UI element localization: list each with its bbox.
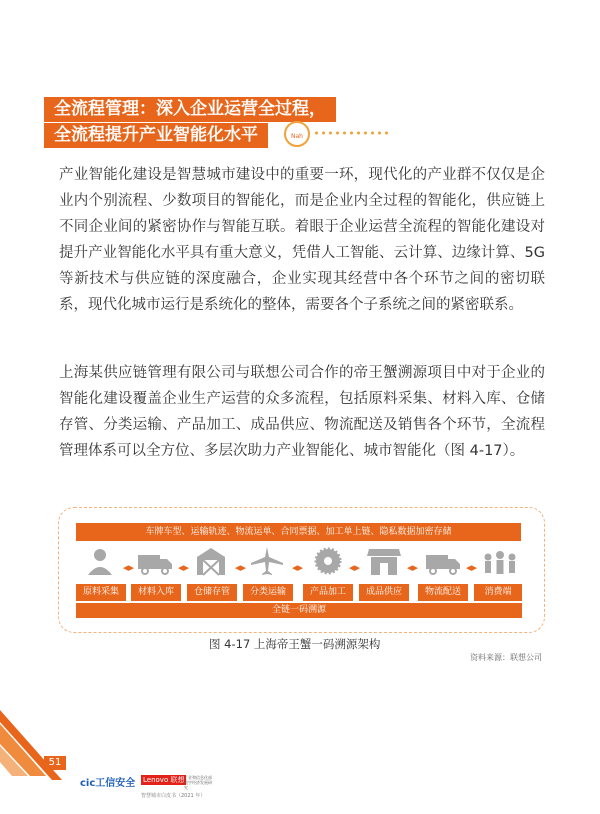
stage-tag: 分类运输 <box>243 584 293 601</box>
third-logo: 工业和信息化部 数字经济发展研究 <box>184 775 212 790</box>
stage-tag: 产品加工 <box>303 584 353 601</box>
double-arrow-icon: ◂▸ <box>178 561 190 574</box>
cic-logo: cic工信安全 <box>80 778 136 789</box>
stage-tag: 仓储存管 <box>187 584 237 601</box>
section-title-line-1: 全流程管理：深入企业运营全过程， <box>44 97 336 122</box>
lenovo-logo: Lenovo 联想 <box>143 776 185 784</box>
delivery-truck-icon <box>423 545 463 577</box>
double-arrow-icon: ◂▸ <box>349 561 361 574</box>
stage-tag: 材料入库 <box>131 584 181 601</box>
saw-blade-icon <box>308 545 348 577</box>
bottom-rail: 全链一码溯源 <box>76 603 522 618</box>
top-rail: 车牌车型、运输轨迹、物流运单、合同票据、加工单上链、隐私数据加密存储 <box>76 523 521 541</box>
double-arrow-icon: ◂▸ <box>235 561 247 574</box>
airplane-icon <box>247 545 287 577</box>
double-arrow-icon: ◂▸ <box>123 561 135 574</box>
stage-tag: 消费端 <box>474 584 522 601</box>
lightbulb-badge-icon <box>284 121 310 147</box>
dotted-decoration <box>313 131 388 135</box>
figure-caption: 图 4-17 上海帝王蟹一码溯源架构 <box>209 637 381 651</box>
paragraph-2: 上海某供应链管理有限公司与联想公司合作的帝王蟹溯源项目中对于企业的智能化建设覆盖企业生产运营的众多流程，包括原料采集、材料入库、仓储存管、分类运输、产品加工、成品供应、物流配送及销售各个环节，全流程管理体系可以全方位、多层次助力产业智能化、城市智能化（图 4-17）。 <box>59 365 545 459</box>
truck-icon <box>135 545 175 577</box>
consumers-group-icon <box>480 545 520 577</box>
stage-tag: 成品供应 <box>359 584 409 601</box>
stage-tag: 物流配送 <box>418 584 468 601</box>
double-arrow-icon: ◂▸ <box>292 561 304 574</box>
footer-subtitle: 智慧城市白皮书（2021 年） <box>141 793 206 799</box>
badge-label: Nah <box>291 133 303 140</box>
source-note: 资料来源：联想公司 <box>470 653 542 662</box>
warehouse-icon <box>191 545 231 577</box>
stage-tag: 原料采集 <box>76 584 126 601</box>
page-number: 51 <box>44 756 66 770</box>
paragraph-1: 产业智能化建设是智慧城市建设中的重要一环，现代化的产业群不仅仅是企业内个别流程、少数项目的智能化，而是企业内全过程的智能化，供应链上不同企业间的紧密协作与智能互联。着眼于企业运营全流程的智能化建设对提升产业智能化水平具有重大意义，凭借人工智能、云计算、边缘计算、5G 等新技术与供应链的深度融合，企业实现其经营中各个环节之间的密切联系，现代化城市运行是系统化的整体，需要各个子系统之间的紧密联系。 <box>59 167 545 313</box>
double-arrow-icon: ◂▸ <box>407 561 419 574</box>
double-arrow-icon: ◂▸ <box>466 561 478 574</box>
section-title-line-2: 全流程提升产业智能化水平 <box>44 123 268 148</box>
storefront-icon <box>364 545 404 577</box>
person-icon <box>80 545 120 577</box>
